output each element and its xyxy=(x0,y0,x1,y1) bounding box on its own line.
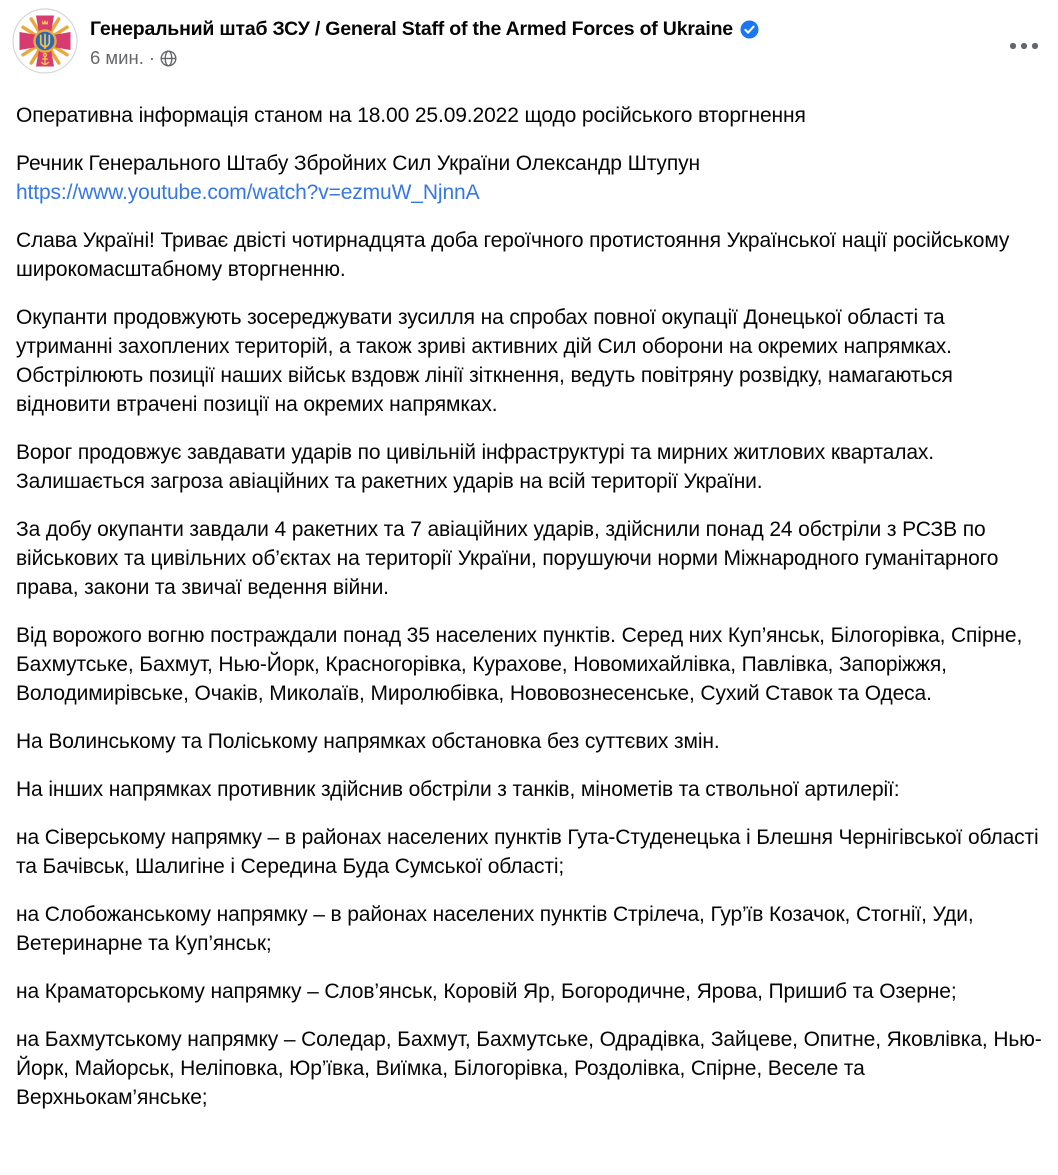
post-paragraph: За добу окупанти завдали 4 ракетних та 7 авіаційних ударів, здійснили понад 24 обстріли з РСЗВ по військових та цивільних об’єктах на території України, порушуючи норми Міжнародного гуманітарного права, закони та звичаї ведення війни. xyxy=(16,518,999,599)
post-paragraph: Оперативна інформація станом на 18.00 25.09.2022 щодо російського вторгнення xyxy=(16,104,806,127)
post-paragraph: на Сіверському напрямку – в районах населених пунктів Гута-Студенецька і Блешня Чернігівської області та Бачівськ, Шалигіне і Середина Буда Сумської області; xyxy=(16,826,1039,878)
post-header xyxy=(0,0,1058,74)
post-paragraph: Слава Україні! Триває двісті чотирнадцята доба героїчного протистояння Української нації російському широкомасштабному вторгненню. xyxy=(16,229,1010,281)
post-paragraph: Речник Генерального Штабу Збройних Сил України Олександр Штупун https://www.youtube.com/watch?v=ezmuW_NjnnA xyxy=(16,152,700,204)
post-paragraph: на Слобожанському напрямку – в районах населених пунктів Стрілеча, Гур’їв Козачок, Стогнії, Уди, Ветеринарне та Куп’янськ; xyxy=(16,903,974,955)
post-paragraph: На інших напрямках противник здійснив обстріли з танків, мінометів та ствольної артилерії: xyxy=(16,778,900,801)
post-content xyxy=(0,74,1058,1112)
meta-separator: · xyxy=(148,47,156,68)
post-paragraph: на Бахмутському напрямку – Соледар, Бахмут, Бахмутське, Одрадівка, Зайцеве, Опитне, Яковлівка, Нью-Йорк, Майорськ, Неліповка, Юр’ївка, Виїмка, Білогорівка, Роздолівка, Спірне, Веселе та Верхньокам’янське; xyxy=(16,1028,1042,1109)
timestamp-link[interactable]: 6 мин. xyxy=(90,47,144,68)
post-paragraph: Від ворожого вогню постраждали понад 35 населених пунктів. Серед них Куп’янськ, Білогорівка, Спірне, Бахмутське, Бахмут, Нью-Йорк, Красногорівка, Курахове, Новомихайлівка, Павлівка, Запоріжжя, Володимирівське, Очаків, Миколаїв, Миролюбівка, Нововознесенське, Сухий Ставок та Одеса. xyxy=(16,624,1023,705)
three-dots-icon xyxy=(1009,38,1039,53)
post-paragraph: на Краматорському напрямку – Слов’янськ, Коровій Яр, Богородичне, Ярова, Пришиб та Озерне; xyxy=(16,980,957,1003)
post-meta xyxy=(90,46,759,70)
page-avatar[interactable] xyxy=(12,8,78,74)
globe-icon xyxy=(160,50,177,67)
youtube-link[interactable]: https://www.youtube.com/watch?v=ezmuW_NjnnA xyxy=(16,181,480,204)
post-paragraph: На Волинському та Поліському напрямках обстановка без суттєвих змін. xyxy=(16,730,720,753)
general-staff-emblem-icon xyxy=(12,8,78,74)
verified-check-icon xyxy=(740,20,759,39)
post-paragraph: Ворог продовжує завдавати ударів по цивільній інфраструктурі та мирних житлових кварталах. Залишається загроза авіаційних та ракетних ударів на всій території України. xyxy=(16,441,934,493)
post-options-button[interactable] xyxy=(1002,27,1046,63)
header-text xyxy=(90,8,759,70)
post-paragraph: Окупанти продовжують зосереджувати зусилля на спробах повної окупації Донецької області та утриманні захоплених територій, а також зриві активних дій Сил оборони на окремих напрямках. Обстрілюють позиції наших військ вздовж лінії зіткнення, ведуть повітряну розвідку, намагаються відновити втрачені позиції на окремих напрямках. xyxy=(16,306,953,416)
page-name-link[interactable]: Генеральний штаб ЗСУ / General Staff of the Armed Forces of Ukraine xyxy=(90,18,733,40)
